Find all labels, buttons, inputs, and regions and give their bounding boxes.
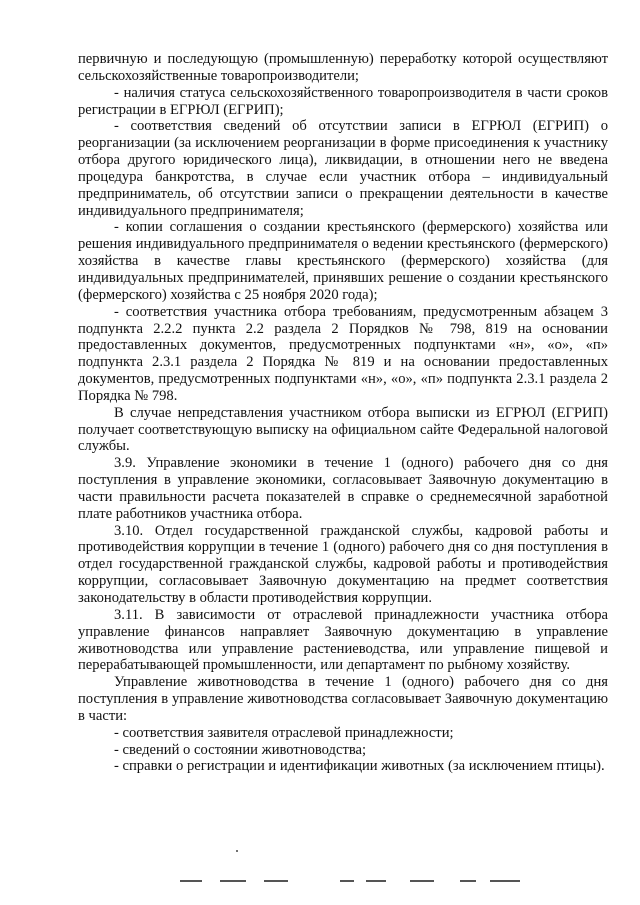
list-item-farm-agreement: - копии соглашения о создании крестьянского (фермерского) хозяйства или решения индивидуального предпринимателя о ведении крестьянского (фермерского) хозяйства в качестве главы крестьянского (фермерского) хозяйства (для индивидуальных предпринимателей, принявших решение о создании крестьянского (фермерского) хозяйства с 25 ноября 2020 года); [78, 219, 608, 303]
paragraph-continuation: первичную и последующую (промышленную) переработку которой осуществляют сельскохозяйственные товаропроизводители; [78, 51, 608, 84]
list-item-animal-registration: - справки о регистрации и идентификации животных (за исключением птицы). [114, 758, 605, 775]
footer-scan-marks [180, 880, 540, 883]
list-item-egrul-records: - соответствия сведений об отсутствии записи в ЕГРЮЛ (ЕГРИП) о реорганизации (за исключением реорганизации в форме присоединения к участнику отбора другого юридического лица), ликвидации, в отношении него не введена процедура банкротства, в случае если участник отбора – индивидуальный предприниматель, об отсутствии записи о прекращении деятельности в качестве индивидуального предпринимателя; [78, 118, 608, 219]
paragraph-livestock-department: Управление животноводства в течение 1 (одного) рабочего дня со дня поступления в управление животноводства согласовывает Заявочную документацию в части: [78, 674, 608, 724]
paragraph-3-9: 3.9. Управление экономики в течение 1 (одного) рабочего дня со дня поступления в управление экономики, согласовывает Заявочную документацию в части правильности расчета показателей в справке о среднемесячной заработной плате работников участника отбора. [78, 455, 608, 522]
paragraph-3-11: 3.11. В зависимости от отраслевой принадлежности участника отбора управление финансов направляет Заявочную документацию в управление животноводства или управление растениеводства, или управление пищевой и перерабатывающей промышленности, или департамент по рыбному хозяйству. [78, 606, 608, 674]
list-item-status: - наличия статуса сельскохозяйственного товаропроизводителя в части сроков регистрации в ЕГРЮЛ (ЕГРИП); [78, 84, 608, 118]
document-body [78, 51, 608, 775]
list-item-livestock-state: - сведений о состоянии животноводства; [114, 741, 367, 758]
list-item-requirements: - соответствия участника отбора требованиям, предусмотренным абзацем 3 подпункта 2.2.2 пункта 2.2 раздела 2 Порядков № 798, 819 на основании предоставленных документов, предусмотренных подпунктами «н», «о», «п» подпункта 2.3.1 раздела 2 Порядка № 819 и на основании предоставленных документов, предусмотренных подпунктами «н», «о», «п» подпункта 2.3.1 раздела 2 Порядка № 798. [78, 303, 608, 404]
paragraph-egrul-extract: В случае непредставления участником отбора выписки из ЕГРЮЛ (ЕГРИП) получает соответствующую выписку на официальном сайте Федеральной налоговой службы. [78, 404, 608, 455]
paragraph-3-10: 3.10. Отдел государственной гражданской службы, кадровой работы и противодействия коррупции в течение 1 (одного) рабочего дня со дня поступления в отдел государственной гражданской службы, кадровой работы и противодействия коррупции, согласовывает Заявочную документацию на предмет соответствия законодательству в области противодействия коррупции. [78, 522, 608, 606]
scan-speck [236, 850, 238, 852]
list-item-sector: - соответствия заявителя отраслевой принадлежности; [114, 724, 454, 741]
